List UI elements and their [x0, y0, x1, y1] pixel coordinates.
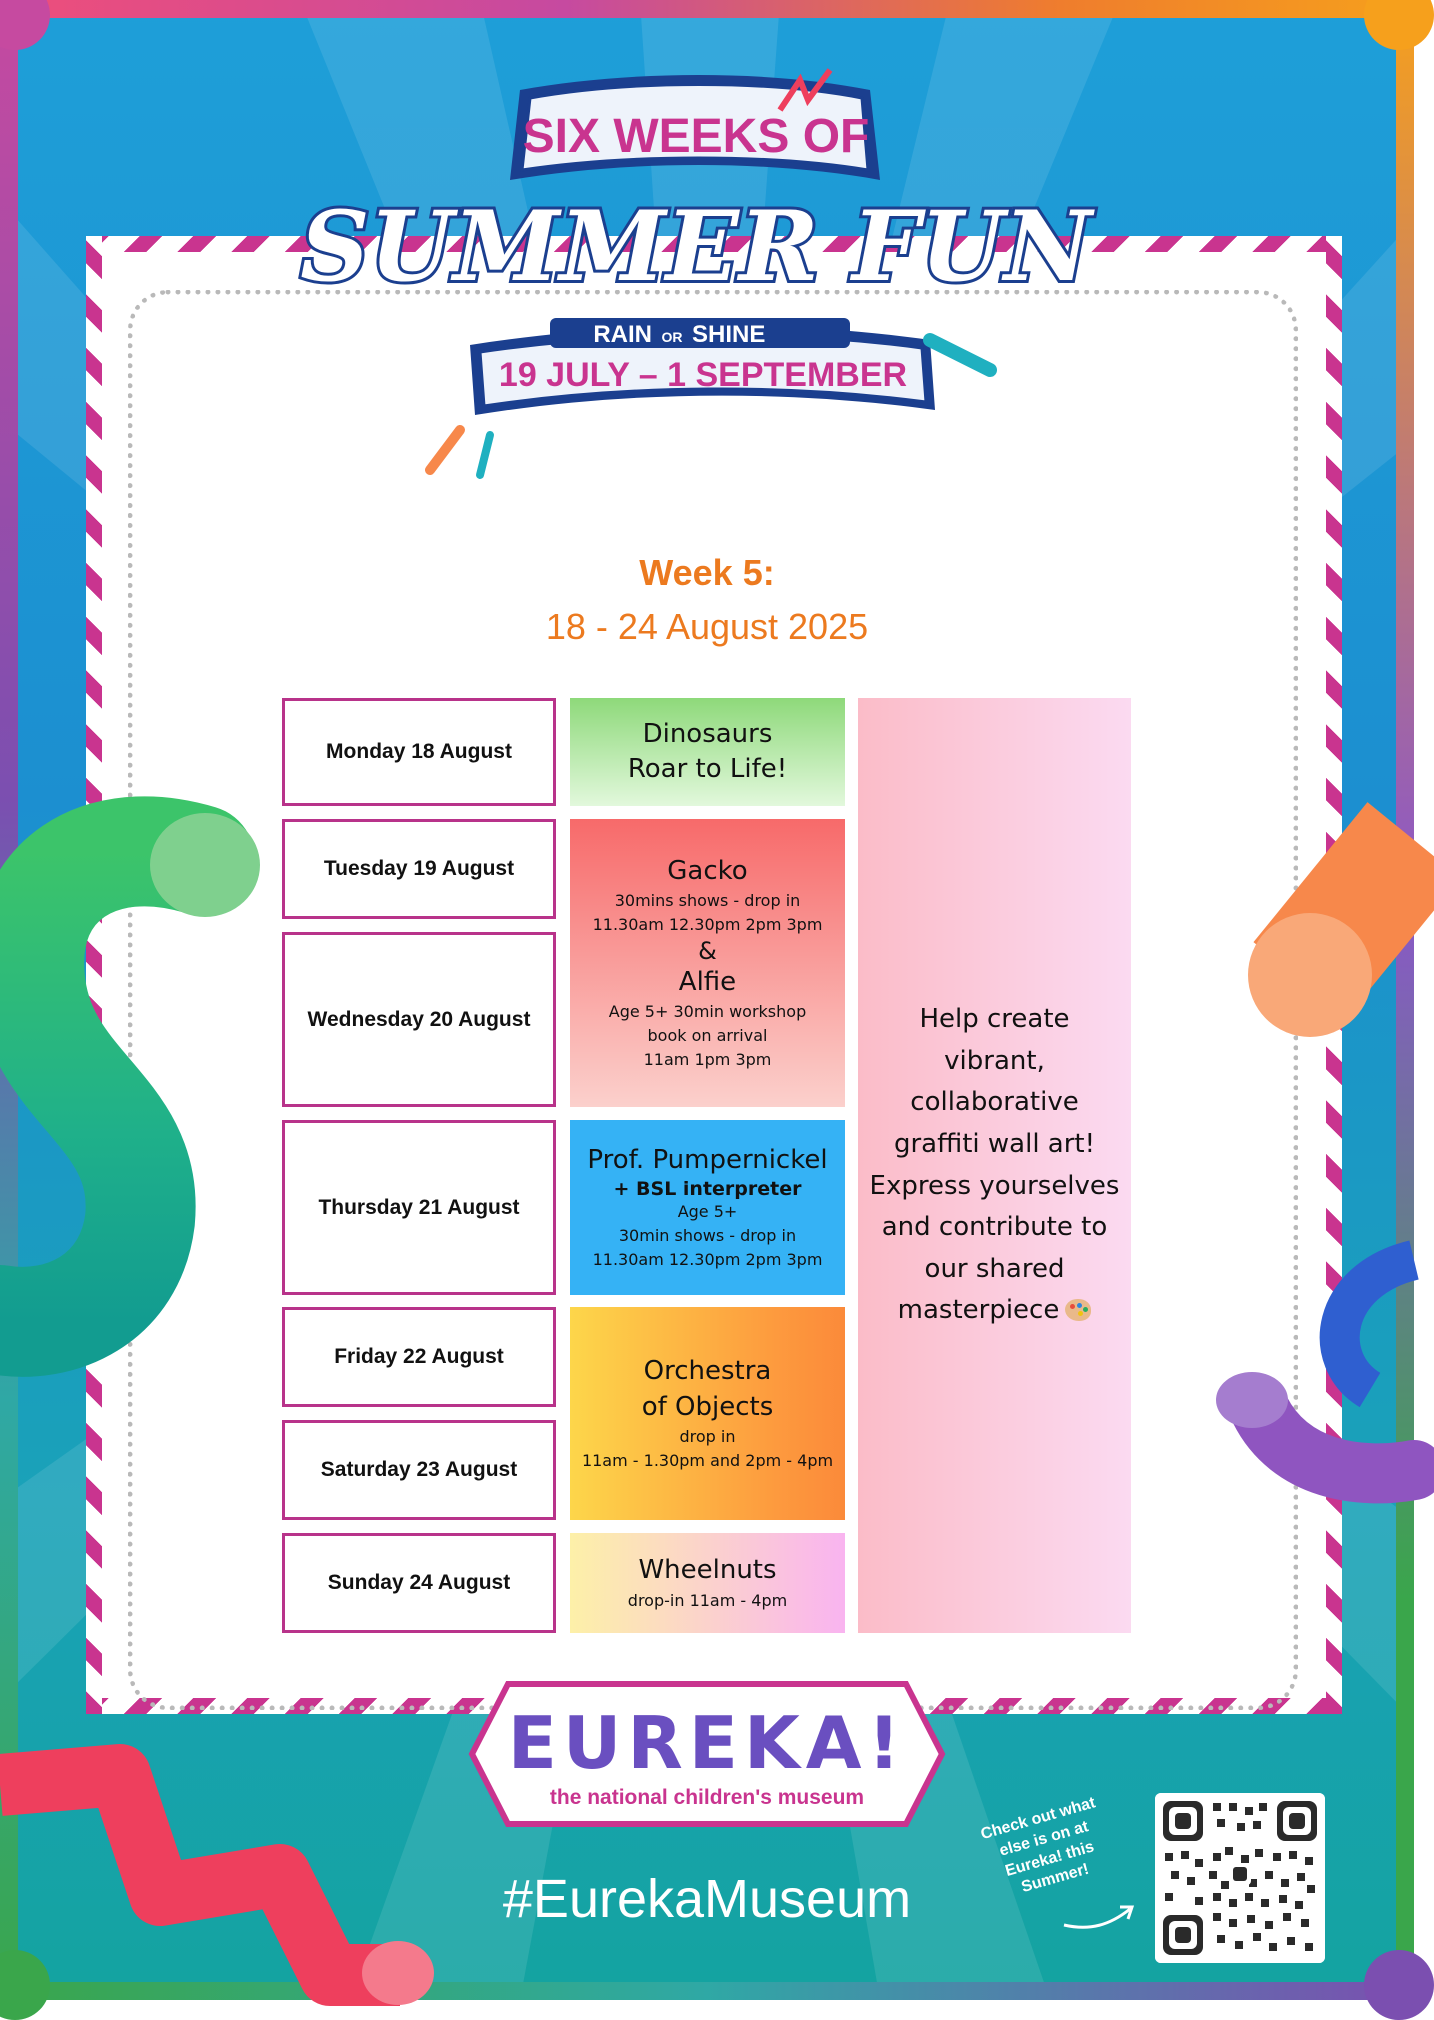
- event-gacko-alfie: [570, 819, 845, 1107]
- logo-tagline-mid: OR: [661, 329, 683, 345]
- logo-dates-ribbon: 19 JULY – 1 SEPTEMBER: [498, 356, 908, 394]
- event-gacko-detail2: 11.30am 12.30pm 2pm 3pm: [592, 914, 823, 934]
- event-pumpernickel-detail2: 30min shows - drop in: [618, 1226, 797, 1246]
- green-tube-decoration: [0, 790, 270, 1350]
- event-wheelnuts: [570, 1533, 845, 1633]
- eureka-logo-badge: [468, 1676, 946, 1832]
- graffiti-activity-panel: [858, 698, 1131, 1633]
- event-wheelnuts-detail: drop-in 11am - 4pm: [627, 1590, 788, 1610]
- event-dinosaurs-line1: Dinosaurs: [642, 718, 773, 749]
- event-alfie-detail3: 11am 1pm 3pm: [643, 1050, 772, 1070]
- event-dinosaurs: [570, 698, 845, 806]
- event-pumpernickel-detail1: Age 5+: [677, 1202, 738, 1222]
- day-monday: Monday 18 August: [282, 698, 556, 806]
- event-orchestra-detail2: 11am - 1.30pm and 2pm - 4pm: [581, 1450, 834, 1470]
- eureka-logo-subtitle: the national children's museum: [549, 1786, 865, 1809]
- event-pumpernickel-title: Prof. Pumpernickel: [587, 1144, 828, 1175]
- corner-bottom-right: [1364, 1950, 1434, 2020]
- day-saturday: Saturday 23 August: [282, 1420, 556, 1520]
- qr-code[interactable]: [1155, 1793, 1325, 1963]
- logo-tagline-left: RAIN: [593, 321, 652, 348]
- border-top: [0, 0, 1414, 18]
- event-pumpernickel: [570, 1120, 845, 1295]
- day-friday: Friday 22 August: [282, 1307, 556, 1407]
- event-alfie-detail1: Age 5+ 30min workshop: [608, 1002, 807, 1022]
- orange-tube-decoration: [1230, 810, 1414, 1070]
- event-wheelnuts-title: Wheelnuts: [638, 1555, 777, 1586]
- graffiti-activity-text: Help create vibrant, collaborative graffiti wall art! Express yourselves and contribute to our shared masterpiece: [869, 1004, 1120, 1326]
- artist-palette-icon: [1065, 1299, 1091, 1321]
- hashtag-eureka-museum: #EurekaMuseum: [502, 1869, 912, 1929]
- event-alfie-detail2: book on arrival: [647, 1026, 768, 1046]
- event-pumpernickel-detail3: 11.30am 12.30pm 2pm 3pm: [592, 1250, 823, 1270]
- week-dates: 18 - 24 August 2025: [545, 606, 869, 647]
- callout-arrow-icon: [1060, 1895, 1140, 1935]
- event-orchestra: [570, 1307, 845, 1520]
- event-gacko-amp: &: [698, 936, 717, 965]
- event-gacko-detail1: 30mins shows - drop in: [614, 890, 801, 910]
- event-orchestra-line1: Orchestra: [643, 1356, 772, 1387]
- logo-title-top: SIX WEEKS OF: [522, 110, 870, 163]
- eureka-logo-text: EUREKA!: [507, 1701, 907, 1785]
- logo-tagline-right: SHINE: [692, 321, 766, 348]
- day-sunday: Sunday 24 August: [282, 1533, 556, 1633]
- event-alfie-title: Alfie: [678, 967, 737, 998]
- event-orchestra-line2: of Objects: [641, 1391, 774, 1422]
- day-wednesday: Wednesday 20 August: [282, 932, 556, 1107]
- logo-title-main: SUMMER FUN: [300, 190, 1092, 303]
- week-label: Week 5:: [639, 552, 775, 593]
- event-dinosaurs-line2: Roar to Life!: [627, 754, 788, 784]
- blue-purple-tube-decoration: [1200, 1240, 1414, 1540]
- event-gacko-title: Gacko: [667, 855, 748, 886]
- summer-fun-logo: [300, 70, 1092, 500]
- qr-callout-text: Check out what else is on at Eureka! this Summer!: [978, 1794, 1098, 1897]
- day-thursday: Thursday 21 August: [282, 1120, 556, 1295]
- day-tuesday: Tuesday 19 August: [282, 819, 556, 919]
- event-orchestra-detail1: drop in: [679, 1426, 736, 1446]
- event-pumpernickel-bsl: + BSL interpreter: [613, 1178, 802, 1201]
